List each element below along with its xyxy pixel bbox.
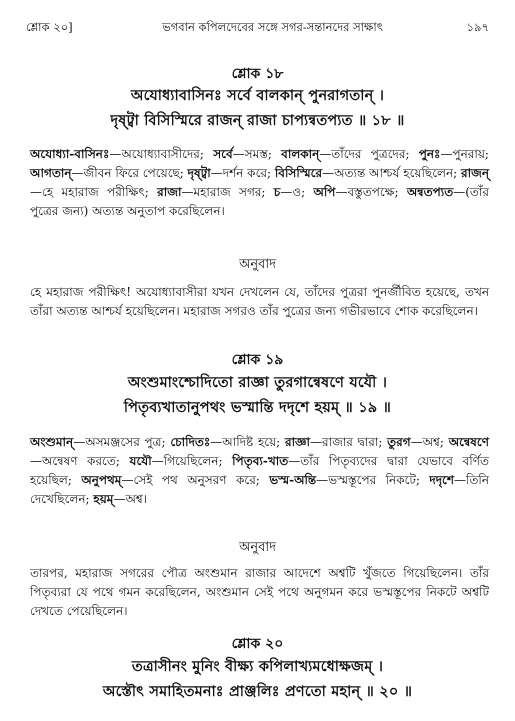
- page-number: ১৯৭: [466, 19, 489, 34]
- synonym-term: বিসিস্মিরে: [274, 166, 323, 180]
- synonym-meaning: সমস্ত;: [244, 147, 272, 161]
- sloka-19-line-1: অংশুমাংশ্চোদিতো রাজ্ঞা তুরগান্বেষণে যযৌ ।: [127, 374, 388, 391]
- synonym-meaning: অত্যন্ত আশ্চর্য হয়েছিলেন;: [334, 166, 458, 180]
- synonym-meaning: অশ্ব।: [125, 492, 147, 506]
- synonym-meaning: অসমঞ্জসের পুত্র;: [85, 435, 166, 449]
- synonym-term: রাজ্ঞা: [284, 435, 311, 449]
- synonym-term: রাজা: [157, 185, 182, 199]
- synonym-term: অংশুমান্: [30, 435, 74, 449]
- synonym-meaning: ও;: [292, 185, 306, 199]
- sloka-20-line-1: তত্রাসীনং মুনিং বীক্ষ্য কপিলাখ্যমধোক্ষজম্ ।: [131, 658, 384, 675]
- synonym-term: পুনঃ: [418, 147, 441, 161]
- synonym-term: অন্বেষণে: [448, 435, 489, 449]
- synonym-term: অপি: [313, 185, 336, 199]
- synonym-meaning: বস্তুতপক্ষে;: [347, 185, 399, 199]
- synonym-term: চোদিতঃ: [170, 435, 211, 449]
- sloka-19-translation: [30, 564, 489, 621]
- sloka-18-synonyms: অযোধ্যা-বাসিনঃ—অযোধ্যাবাসীদের; সর্বে—সমস্ত; বালকান্—তাঁদের পুত্রদের; পুনঃ—পুনরায়; আগতান্—জীবন ফিরে পেয়েছে; দৃষ্ট্বা—দর্শন করে; বিসিস্মিরে—অত্যন্ত আশ্চর্য হয়েছিলেন; রাজন্—হে মহারাজ পরীক্ষিৎ; রাজা—মহারাজ সগর; চ—ও; অপি—বস্তুতপক্ষে; অন্বতপ্যত—(তাঁর পুত্রের জন্য) অত্যন্ত অনুতাপ করেছিলেন।: [30, 147, 489, 218]
- synonym-term: যযৌ: [129, 454, 152, 468]
- synonym-meaning: মহারাজ সগর;: [193, 185, 266, 199]
- synonym-meaning: অযোধ্যাবাসীদের;: [121, 147, 204, 161]
- synonym-meaning: তাঁর পিতৃব্যদের দ্বারা যেভাবে বর্ণিত হয়েছিল;: [30, 454, 489, 487]
- synonym-meaning: অশ্ব;: [422, 435, 444, 449]
- synonym-meaning: তিনি দেখেছিলেন;: [30, 473, 489, 506]
- sloka-20-heading: শ্লোক ২০: [231, 636, 284, 652]
- synonym-term: অনুপথম্: [81, 473, 122, 487]
- synonym-meaning: হে মহারাজ পরীক্ষিৎ;: [42, 185, 149, 199]
- synonym-term: দৃষ্ট্বা: [187, 166, 211, 180]
- synonym-meaning: গিয়েছিলেন;: [163, 454, 223, 468]
- sloka-19-synonyms: অংশুমান্—অসমঞ্জসের পুত্র; চোদিতঃ—আদিষ্ট হয়ে; রাজ্ঞা—রাজার দ্বারা; তুরগ—অশ্ব; অন্বেষণে—অন্বেষণ করতে; যযৌ—গিয়েছিলেন; পিতৃব্য-খাত—তাঁর পিতৃব্যদের দ্বারা যেভাবে বর্ণিত হয়েছিল; অনুপথম্—সেই পথ অনুসরণ করে; ভস্ম-অন্তি—ভস্মস্তূপের নিকটে; দদৃশে—তিনি দেখেছিলেন; হয়ম্—অশ্ব।: [30, 435, 489, 506]
- synonym-term: দদৃশে: [429, 473, 454, 487]
- synonym-term: আগতান্: [30, 166, 72, 180]
- sloka-18-anubad-heading: অনুবাদ: [239, 257, 276, 272]
- sloka-18-heading: শ্লোক ১৮: [231, 66, 284, 82]
- synonym-term: হয়ম্: [93, 492, 114, 506]
- synonym-term: রাজন্: [461, 166, 489, 180]
- synonym-meaning: পুনরায়;: [452, 147, 489, 161]
- synonym-term: তুরগ: [387, 435, 411, 449]
- synonym-term: চ: [273, 185, 281, 199]
- synonym-meaning: দর্শন করে;: [222, 166, 272, 180]
- sloka-19-anubad-heading: অনুবাদ: [239, 540, 276, 555]
- synonym-term: বালকান্: [281, 147, 320, 161]
- synonym-term: অন্বতপ্যত: [406, 185, 454, 199]
- sloka-18-line-2: দৃষ্ট্বা বিসিস্মিরে রাজন্ রাজা চাপ্যন্বতপ্যত ॥ ১৮ ॥: [110, 112, 405, 129]
- synonym-meaning: সেই পথ অনুসরণ করে;: [133, 473, 260, 487]
- synonym-meaning: জীবন ফিরে পেয়েছে;: [83, 166, 184, 180]
- sloka-18-line-1: অযোধ্যাবাসিনঃ সর্বে বালকান্ পুনরাগতান্ ।: [130, 87, 385, 104]
- synonym-meaning: আদিষ্ট হয়ে;: [222, 435, 281, 449]
- sloka-19-translation-text: তারপর, মহারাজ সগরের পৌত্র অংশুমান রাজার আদেশে অশ্বটি খুঁজতে গিয়েছিলেন। তাঁর পিতৃব্যরা যে পথে গমন করেছিলেন, অংশুমান সেই পথে অনুগমন করে ভস্মস্তূপের নিকটে অশ্বটি দেখতে পেয়েছিলেন।: [30, 566, 489, 618]
- synonym-term: অযোধ্যা-বাসিনঃ: [30, 147, 110, 161]
- synonym-meaning: ভস্মস্তূপের নিকটে;: [328, 473, 420, 487]
- running-head-section: শ্লোক ২০]: [26, 19, 73, 34]
- sloka-20-line-2: অস্তৌৎ সমাহিতমনাঃ প্রাঞ্জলিঃ প্রণতো মহান্ ॥ ২০ ॥: [102, 683, 413, 700]
- sloka-19-line-2: পিতৃব্যখাতানুপথং ভস্মান্তি দদৃশে হয়ম্ ॥ ১৯ ॥: [123, 399, 392, 416]
- sloka-18-translation: [30, 283, 489, 321]
- synonym-meaning: (তাঁর পুত্রের জন্য) অত্যন্ত অনুতাপ করেছিলেন।: [30, 185, 489, 218]
- synonym-meaning: অন্বেষণ করতে;: [42, 454, 120, 468]
- synonym-term: ভস্ম-অন্তি: [269, 473, 317, 487]
- synonym-meaning: তাঁদের পুত্রদের;: [331, 147, 410, 161]
- synonym-term: সর্বে: [213, 147, 233, 161]
- synonym-term: পিতৃব্য-খাত: [232, 454, 289, 468]
- running-head-title: ভগবান কপিলদেবের সঙ্গে সগর-সন্তানদের সাক্ষাৎ: [162, 19, 383, 34]
- sloka-19-heading: শ্লোক ১৯: [231, 352, 284, 368]
- synonym-meaning: রাজার দ্বারা;: [322, 435, 383, 449]
- sloka-18-translation-text: হে মহারাজ পরীক্ষিৎ! অযোধ্যাবাসীরা যখন দেখলেন যে, তাঁদের পুত্ররা পুনর্জীবিত হয়েছে, তখন তাঁরা অত্যন্ত আশ্চর্য হয়েছিলেন। মহারাজ সগরও তাঁর পুত্রের জন্য গভীরভাবে শোক করেছিলেন।: [30, 285, 489, 318]
- running-head: [26, 18, 489, 38]
